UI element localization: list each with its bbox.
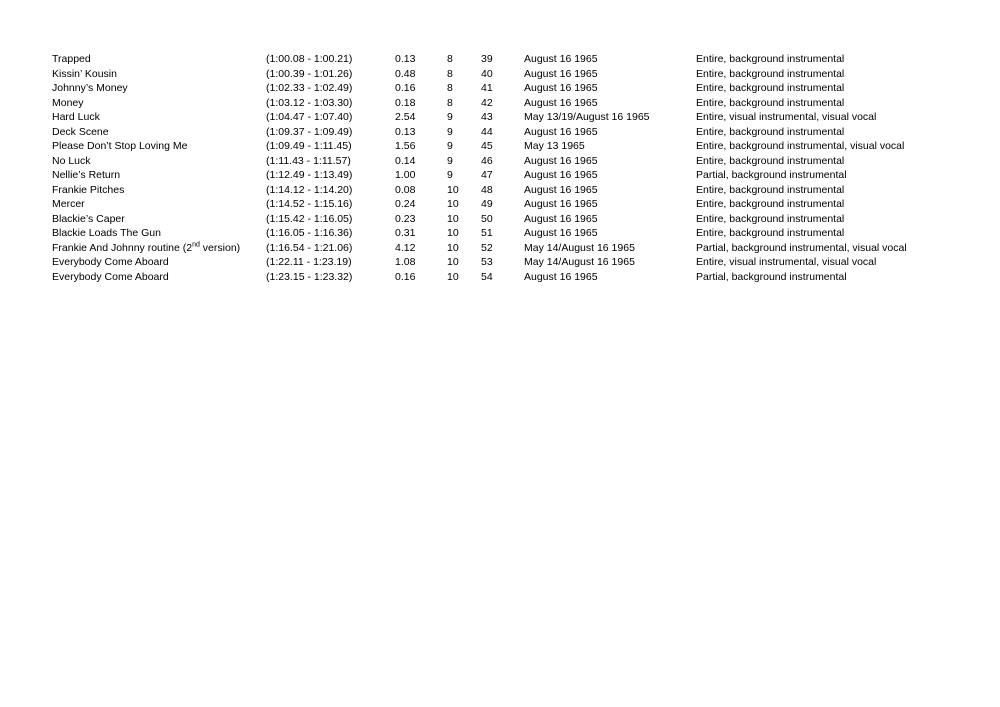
duration-cell: 0.16	[395, 270, 416, 283]
timecode-cell: (1:04.47 - 1:07.40)	[266, 111, 353, 123]
song-title-cell: Everybody Come Aboard	[52, 256, 169, 268]
timecode-cell: (1:22.11 - 1:23.19)	[266, 256, 352, 268]
song-title-suffix: version)	[199, 241, 241, 254]
usage-cell: Entire, background instrumental, visual vocal	[696, 140, 905, 152]
table-row	[52, 270, 936, 285]
timecode-cell: (1:00.08 - 1:00.21)	[266, 53, 353, 65]
song-title-cell: Hard Luck	[52, 111, 100, 123]
duration-cell: 0.14	[395, 154, 416, 167]
reel-cell: 10	[447, 241, 459, 254]
usage-cell: Entire, background instrumental	[696, 67, 845, 80]
usage-cell: Partial, background instrumental	[696, 169, 847, 181]
cue-number-cell: 39	[481, 53, 493, 65]
duration-cell: 0.16	[395, 82, 416, 94]
song-title-cell: No Luck	[52, 154, 91, 167]
song-title-superscript: nd	[192, 241, 200, 248]
duration-cell: 0.18	[395, 96, 416, 109]
duration-cell: 1.56	[395, 140, 416, 152]
recording-date-cell: May 14/August 16 1965	[524, 241, 635, 254]
usage-cell: Entire, background instrumental	[696, 154, 845, 167]
usage-cell: Entire, background instrumental	[696, 183, 845, 196]
cue-number-cell: 52	[481, 241, 493, 254]
cue-number-cell: 50	[481, 212, 493, 225]
recording-date-cell: August 16 1965	[524, 227, 598, 239]
duration-cell: 0.24	[395, 198, 416, 210]
duration-cell: 0.23	[395, 212, 416, 225]
reel-cell: 10	[447, 198, 459, 210]
usage-cell: Partial, background instrumental, visual vocal	[696, 241, 907, 254]
usage-cell: Entire, background instrumental	[696, 212, 845, 225]
timecode-cell: (1:14.52 - 1:15.16)	[266, 198, 353, 210]
table-row	[52, 125, 936, 140]
song-title-cell: Money	[52, 96, 84, 109]
cue-number-cell: 47	[481, 169, 493, 181]
duration-cell: 0.13	[395, 125, 416, 138]
recording-date-cell: August 16 1965	[524, 169, 598, 181]
timecode-cell: (1:12.49 - 1:13.49)	[266, 169, 353, 181]
table-row	[52, 81, 936, 96]
table-row	[52, 139, 936, 154]
reel-cell: 10	[447, 270, 459, 283]
cue-number-cell: 48	[481, 183, 493, 196]
recording-date-cell: August 16 1965	[524, 270, 598, 283]
reel-cell: 10	[447, 183, 459, 196]
reel-cell: 10	[447, 256, 459, 268]
table-row	[52, 226, 936, 241]
table-row	[52, 110, 936, 125]
recording-date-cell: August 16 1965	[524, 67, 598, 80]
table-row	[52, 197, 936, 212]
reel-cell: 8	[447, 96, 453, 109]
recording-date-cell: August 16 1965	[524, 212, 598, 225]
song-title-cell: Johnny’s Money	[52, 82, 128, 94]
reel-cell: 9	[447, 169, 453, 181]
cue-number-cell: 49	[481, 198, 493, 210]
recording-date-cell: August 16 1965	[524, 125, 598, 138]
cue-number-cell: 44	[481, 125, 493, 138]
song-title-cell: Nellie’s Return	[52, 169, 121, 181]
timecode-cell: (1:15.42 - 1:16.05)	[266, 212, 353, 225]
song-title-cell: Please Don’t Stop Loving Me	[52, 140, 188, 152]
timecode-cell: (1:09.49 - 1:11.45)	[266, 140, 352, 152]
recording-date-cell: August 16 1965	[524, 96, 598, 109]
recording-date-cell: May 13 1965	[524, 140, 585, 152]
table-row	[52, 96, 936, 111]
duration-cell: 4.12	[395, 241, 416, 254]
cue-number-cell: 54	[481, 270, 493, 283]
cue-number-cell: 45	[481, 140, 493, 152]
song-title-cell: Deck Scene	[52, 125, 109, 138]
reel-cell: 9	[447, 125, 453, 138]
usage-cell: Entire, background instrumental	[696, 82, 845, 94]
song-title-cell	[52, 241, 266, 256]
table-row	[52, 212, 936, 227]
song-title-cell: Kissin’ Kousin	[52, 67, 117, 80]
table-row	[52, 241, 936, 256]
recording-date-cell: August 16 1965	[524, 53, 598, 65]
duration-cell: 0.31	[395, 227, 416, 239]
usage-cell: Entire, background instrumental	[696, 53, 845, 65]
cue-number-cell: 40	[481, 67, 493, 80]
timecode-cell: (1:16.54 - 1:21.06)	[266, 241, 353, 254]
cue-number-cell: 46	[481, 154, 493, 167]
reel-cell: 8	[447, 82, 453, 94]
duration-cell: 2.54	[395, 111, 416, 123]
usage-cell: Entire, background instrumental	[696, 227, 845, 239]
recording-date-cell: August 16 1965	[524, 82, 598, 94]
usage-cell: Entire, visual instrumental, visual vocal	[696, 256, 877, 268]
timecode-cell: (1:23.15 - 1:23.32)	[266, 270, 353, 283]
duration-cell: 0.13	[395, 53, 416, 65]
song-title-ordinal: 2	[186, 241, 193, 254]
table-row	[52, 168, 936, 183]
reel-cell: 9	[447, 140, 453, 152]
usage-cell: Entire, background instrumental	[696, 125, 845, 138]
usage-cell: Entire, background instrumental	[696, 198, 845, 210]
recording-date-cell: August 16 1965	[524, 183, 598, 196]
timecode-cell: (1:16.05 - 1:16.36)	[266, 227, 353, 239]
recording-date-cell: August 16 1965	[524, 198, 598, 210]
table-row	[52, 52, 936, 67]
table-row	[52, 183, 936, 198]
timecode-cell: (1:00.39 - 1:01.26)	[266, 67, 353, 80]
cue-number-cell: 43	[481, 111, 493, 123]
cue-number-cell: 42	[481, 96, 493, 109]
timecode-cell: (1:14.12 - 1:14.20)	[266, 183, 353, 196]
duration-cell: 0.48	[395, 67, 416, 80]
reel-cell: 8	[447, 53, 453, 65]
song-title-cell: Blackie Loads The Gun	[52, 227, 161, 239]
reel-cell: 9	[447, 154, 453, 167]
table-row	[52, 67, 936, 82]
recording-date-cell: August 16 1965	[524, 154, 598, 167]
duration-cell: 0.08	[395, 183, 416, 196]
table-row	[52, 255, 936, 270]
song-title-cell: Trapped	[52, 53, 91, 65]
cue-number-cell: 41	[481, 82, 493, 94]
cue-number-cell: 53	[481, 256, 493, 268]
timecode-cell: (1:03.12 - 1:03.30)	[266, 96, 353, 109]
recording-date-cell: May 14/August 16 1965	[524, 256, 635, 268]
song-title-text: Frankie And Johnny routine (	[52, 241, 187, 254]
song-usage-table	[52, 52, 936, 284]
timecode-cell: (1:09.37 - 1:09.49)	[266, 125, 353, 138]
usage-cell: Partial, background instrumental	[696, 270, 847, 283]
timecode-cell: (1:11.43 - 1:11.57)	[266, 154, 351, 167]
duration-cell: 1.00	[395, 169, 416, 181]
duration-cell: 1.08	[395, 256, 416, 268]
cue-number-cell: 51	[481, 227, 493, 239]
usage-cell: Entire, background instrumental	[696, 96, 845, 109]
song-title-cell: Everybody Come Aboard	[52, 270, 169, 283]
timecode-cell: (1:02.33 - 1:02.49)	[266, 82, 353, 94]
song-title-cell: Blackie’s Caper	[52, 212, 125, 225]
table-row	[52, 154, 936, 169]
song-title-cell: Mercer	[52, 198, 85, 210]
recording-date-cell: May 13/19/August 16 1965	[524, 111, 650, 123]
song-title-cell: Frankie Pitches	[52, 183, 125, 196]
song-usage-table-body	[52, 52, 936, 284]
reel-cell: 9	[447, 111, 453, 123]
usage-cell: Entire, visual instrumental, visual vocal	[696, 111, 877, 123]
reel-cell: 10	[447, 227, 459, 239]
reel-cell: 8	[447, 67, 453, 80]
reel-cell: 10	[447, 212, 459, 225]
